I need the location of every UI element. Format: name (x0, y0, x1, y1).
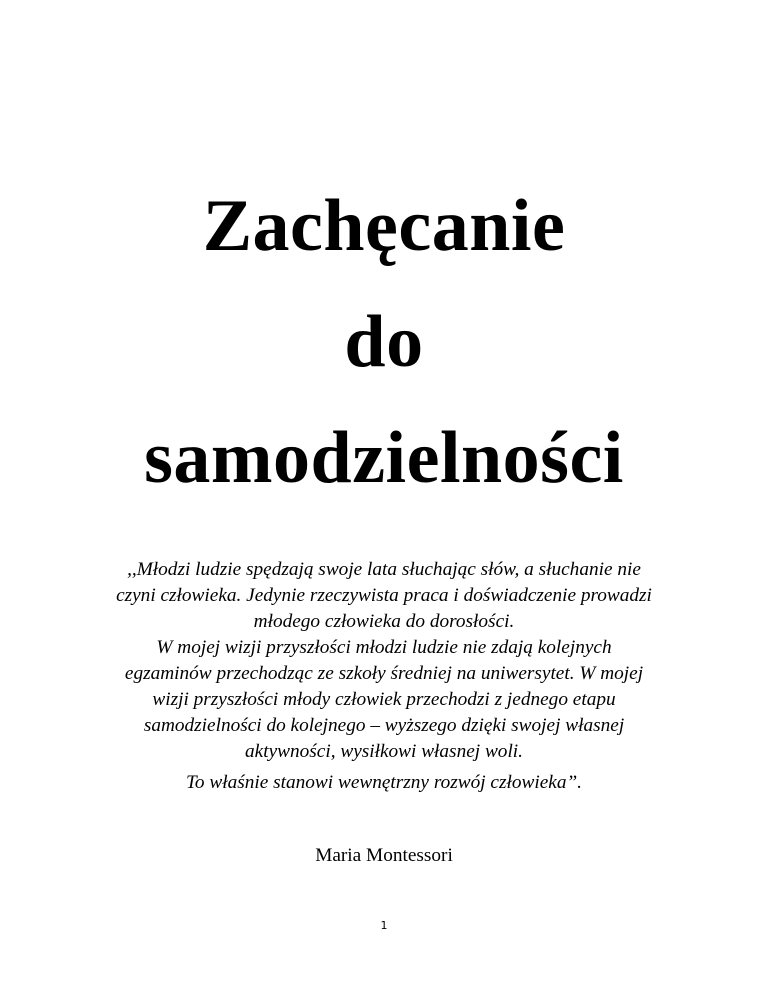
title-line: Zachęcanie (202, 185, 566, 267)
title-line: samodzielności (144, 417, 624, 499)
quote-line: wizji przyszłości młody człowiek przechodzi z jednego etapu (152, 689, 616, 710)
page-number: 1 (380, 919, 388, 932)
quote-closing: To właśnie stanowi wewnętrzny rozwój człowieka”. (185, 772, 583, 793)
quote-text (84, 557, 684, 765)
quote-line: czyni człowieka. Jedynie rzeczywista praca i doświadczenie prowadzi (116, 585, 652, 606)
quote-line: samodzielności do kolejnego – wyższego dzięki swojej własnej (143, 715, 625, 736)
title-line: do (344, 301, 424, 383)
quote-line: młodego człowieka do dorosłości. (253, 611, 515, 632)
quote-author: Maria Montessori (315, 845, 453, 866)
quote-line: egzaminów przechodząc ze szkoły średniej na uniwersytet. W mojej (124, 663, 644, 684)
quote-line: W mojej wizji przyszłości młodzi ludzie nie zdają kolejnych (156, 637, 612, 658)
quote-line: aktywności, wysiłkowi własnej woli. (245, 741, 523, 762)
quote-line: ,,Młodzi ludzie spędzają swoje lata słuchając słów, a słuchanie nie (127, 559, 641, 580)
document-title (0, 168, 768, 516)
